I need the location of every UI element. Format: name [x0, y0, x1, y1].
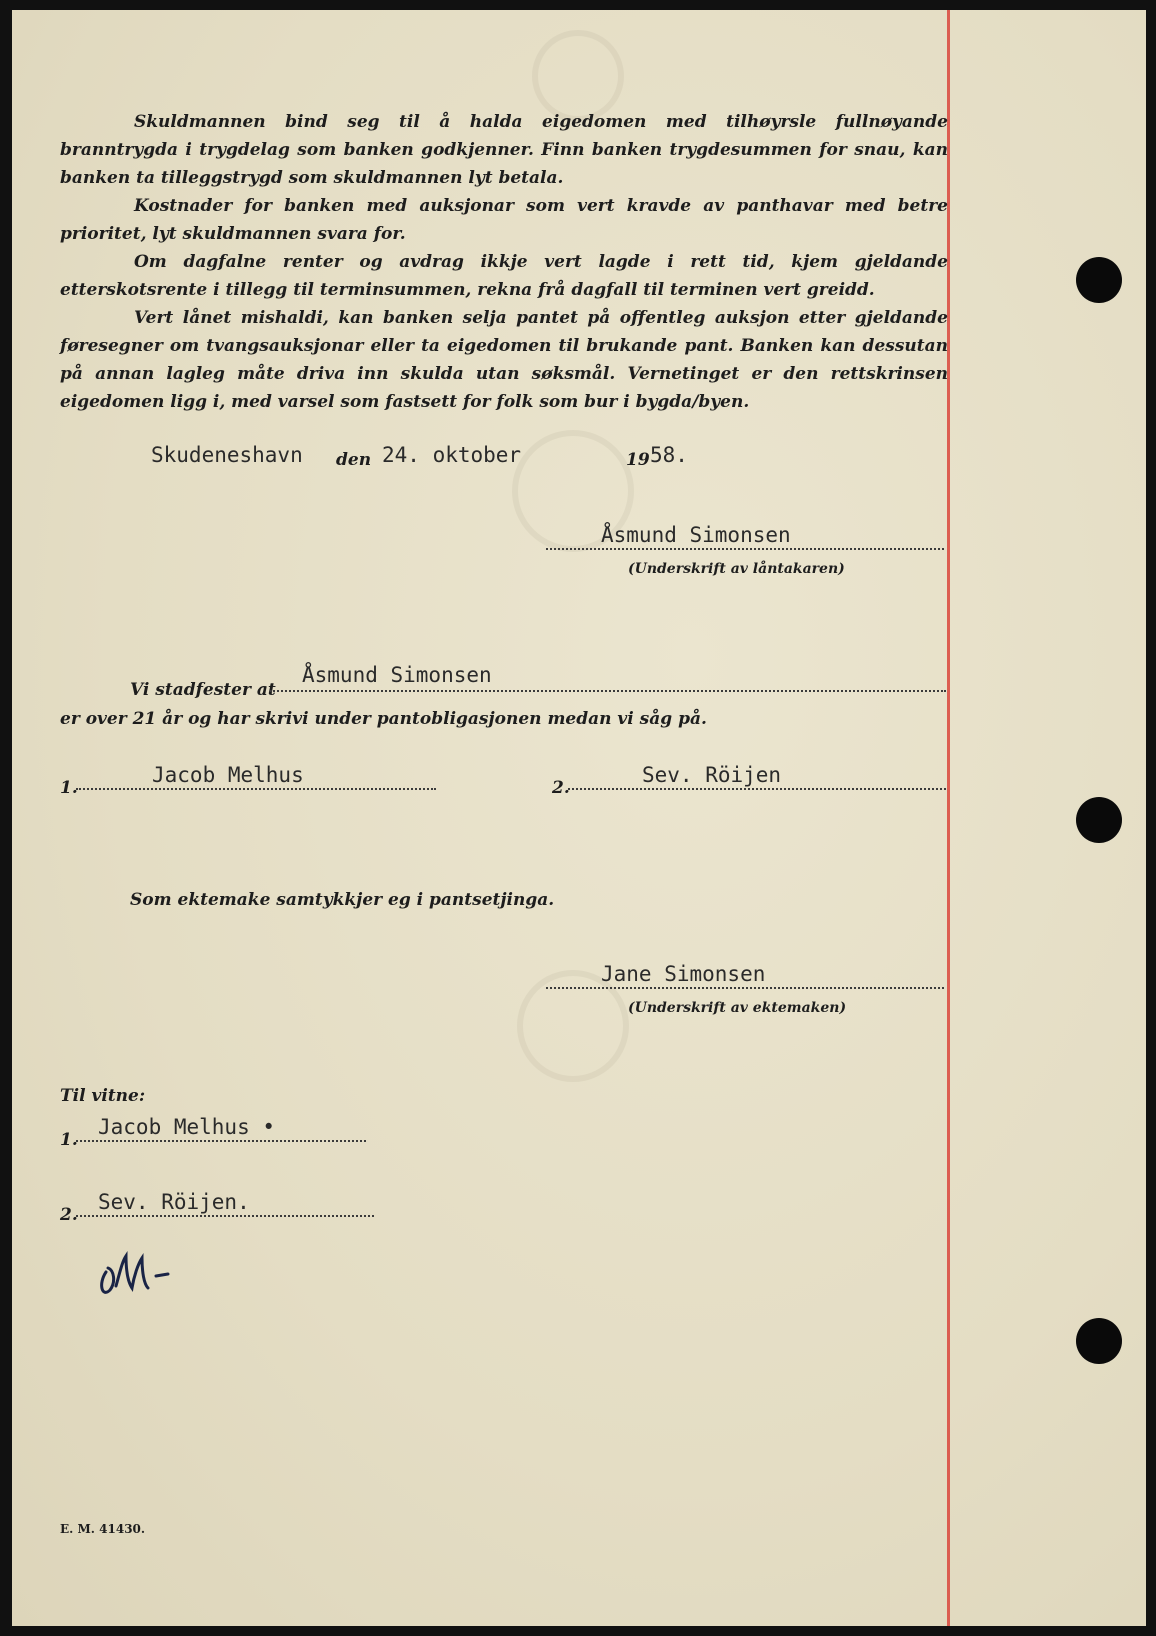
year-suffix: 58.: [650, 443, 688, 467]
confirmation-name: Åsmund Simonsen: [302, 663, 492, 687]
confirmation-lead: Vi stadfester at: [130, 680, 276, 700]
witness-section-heading: Til vitne:: [60, 1086, 146, 1106]
punch-hole: [1076, 797, 1122, 843]
handwritten-initials: [92, 1242, 182, 1302]
borrower-signature-caption: (Underskrift av låntakaren): [628, 561, 845, 577]
date-field: 24. oktober: [382, 443, 522, 467]
form-code: E. M. 41430.: [60, 1522, 146, 1536]
spouse-signature-line: [546, 987, 944, 989]
lower-witness-1-number: 1.: [60, 1130, 78, 1150]
witness-1-name: Jacob Melhus: [152, 763, 304, 787]
clause-costs: Kostnader for banken med auksjonar som vert kravde av panthavar med betre prioritet, lyt skuldmannen svara for.: [60, 196, 948, 244]
clause-default: Vert lånet mishaldi, kan banken selja pantet på offentleg auksjon etter gjeldande føresegner om tvangsauksjonar eller ta eigedomen til brukande pant. Banken kan dessutan på annan lagleg måte driva inn skulda utan søksmål. Vernetinget er den rettskrinsen eigedomen ligg i, med varsel som fastsett for folk som bur i bygda/byen.: [60, 308, 948, 412]
witness-1-line: [76, 788, 436, 790]
witness-2-name: Sev. Röijen: [642, 763, 782, 787]
year-prefix: 19: [626, 450, 650, 470]
place-field: Skudeneshavn: [151, 443, 303, 467]
confirmation-name-line: [270, 690, 946, 692]
spouse-signature-name: Jane Simonsen: [601, 962, 766, 986]
witness-2-line: [568, 788, 946, 790]
lower-witness-1-line: [76, 1140, 366, 1142]
lower-witness-2-line: [76, 1215, 374, 1217]
confirmation-text: er over 21 år og har skrivi under pantobligasjonen medan vi såg på.: [60, 709, 707, 729]
clause-insurance: Skuldmannen bind seg til å halda eigedomen med tilhøyrsle fullnøyande branntrygda i trygdelag som banken godkjenner. Finn banken trygdesummen for snau, kan banken ta tilleggstrygd som skuldmannen lyt betala.: [60, 112, 948, 188]
document-page: [12, 10, 1146, 1626]
spouse-signature-caption: (Underskrift av ektemaken): [628, 1000, 847, 1016]
den-label: den: [336, 450, 372, 470]
lower-witness-2-number: 2.: [60, 1205, 78, 1225]
witness-1-number: 1.: [60, 778, 78, 798]
borrower-signature-name: Åsmund Simonsen: [601, 523, 791, 547]
witness-2-number: 2.: [552, 778, 570, 798]
clause-interest: Om dagfalne renter og avdrag ikkje vert lagde i rett tid, kjem gjeldande etterskotsrente i tillegg til terminsummen, rekna frå dagfall til terminen vert greidd.: [60, 252, 948, 300]
spouse-consent-text: Som ektemake samtykkjer eg i pantsetjinga.: [130, 890, 555, 910]
punch-hole: [1076, 1318, 1122, 1364]
lower-witness-1-name: Jacob Melhus •: [98, 1115, 276, 1139]
borrower-signature-line: [546, 548, 944, 550]
lower-witness-2-name: Sev. Röijen.: [98, 1190, 250, 1214]
punch-hole: [1076, 257, 1122, 303]
